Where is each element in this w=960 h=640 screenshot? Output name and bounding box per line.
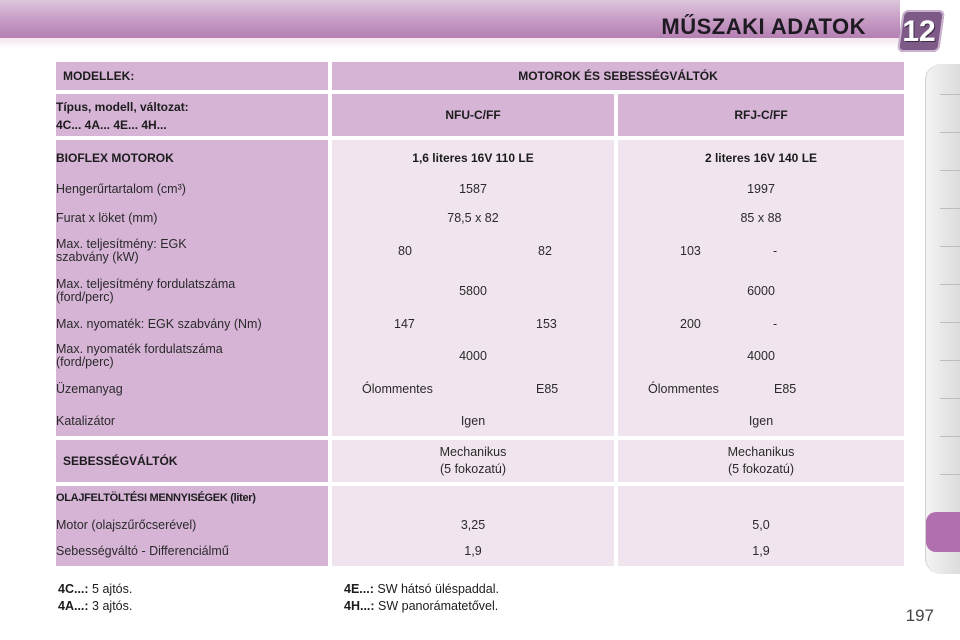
row-label: Motor (olajszűrőcserével) xyxy=(56,518,197,532)
oil-col2 xyxy=(618,486,904,566)
bioflex-block xyxy=(56,140,904,436)
col2-values xyxy=(618,140,904,436)
table-header-row xyxy=(56,62,904,90)
active-chapter-tab[interactable] xyxy=(926,512,960,552)
table-cell: 4000 xyxy=(459,349,487,363)
page-header xyxy=(0,0,960,56)
gearbox-label: SEBESSÉGVÁLTÓK xyxy=(56,440,328,482)
table-cell: - xyxy=(773,244,778,258)
tab-divider xyxy=(940,170,960,171)
table-cell: 153 xyxy=(536,317,557,331)
footnote-code: 4C...: xyxy=(58,582,89,596)
table-cell: E85 xyxy=(536,382,559,396)
row-label: (ford/perc) xyxy=(56,290,114,304)
table-cell: 1,9 xyxy=(752,544,770,558)
row-label: Max. nyomaték: EGK szabvány (Nm) xyxy=(56,317,262,331)
type-label-line2: 4C... 4A... 4E... 4H... xyxy=(56,118,167,132)
table-cell: Mechanikus xyxy=(439,445,507,459)
table-cell: 103 xyxy=(680,244,701,258)
row-label: Max. nyomaték fordulatszáma xyxy=(56,342,223,356)
footnote-text: SW hátsó üléspaddal. xyxy=(377,582,499,596)
table-cell: (5 fokozatú) xyxy=(727,462,794,476)
footnote-code: 4H...: xyxy=(344,599,375,613)
tab-divider xyxy=(940,132,960,133)
tab-divider xyxy=(940,474,960,475)
tab-divider xyxy=(940,398,960,399)
oil-block xyxy=(56,486,904,566)
bioflex-label: BIOFLEX MOTOROK xyxy=(56,151,174,165)
table-cell: 1,9 xyxy=(464,544,482,558)
page-title: MŰSZAKI ADATOK xyxy=(661,14,866,39)
tab-divider xyxy=(940,436,960,437)
col1-engine: 1,6 literes 16V 110 LE xyxy=(412,151,534,165)
row-label: Max. teljesítmény fordulatszáma xyxy=(56,277,236,291)
chapter-tab-strip xyxy=(925,64,960,574)
footnote-code: 4A...: xyxy=(58,599,89,613)
type-row xyxy=(56,94,904,136)
tab-divider xyxy=(940,94,960,95)
table-cell: Ólommentes xyxy=(362,382,433,396)
footnote xyxy=(58,582,132,596)
col1-values xyxy=(332,140,614,436)
table-cell: 5800 xyxy=(459,284,487,298)
table-cell: Igen xyxy=(460,414,486,428)
table-cell: 5,0 xyxy=(752,518,770,532)
oil-col1 xyxy=(332,486,614,566)
row-label: Üzemanyag xyxy=(56,382,123,396)
models-label: MODELLEK: xyxy=(56,62,328,90)
oil-labels xyxy=(56,486,328,566)
table-cell: E85 xyxy=(774,382,797,396)
table-cell: 4000 xyxy=(747,349,775,363)
footnote-text: 3 ajtós. xyxy=(92,599,133,613)
tab-divider xyxy=(940,360,960,361)
row-label: Furat x löket (mm) xyxy=(56,211,158,225)
oil-label: OLAJFELTÖLTÉSI MENNYISÉGEK (liter) xyxy=(56,492,256,504)
bioflex-labels xyxy=(56,140,328,436)
type-label-line1: Típus, modell, változat: xyxy=(56,100,189,114)
chapter-number: 12 xyxy=(902,15,936,48)
col2-code: RFJ-C/FF xyxy=(618,94,904,136)
table-cell: 82 xyxy=(538,244,552,258)
gearbox-col1 xyxy=(332,440,614,482)
gearbox-row xyxy=(56,440,904,482)
tab-divider xyxy=(940,208,960,209)
footnote-text: SW panorámatetővel. xyxy=(378,599,499,613)
row-label: szabvány (kW) xyxy=(56,250,139,264)
table-cell: 3,25 xyxy=(460,518,486,532)
table-cell: 1997 xyxy=(747,182,775,196)
table-cell: Ólommentes xyxy=(648,382,719,396)
row-label: Hengerűrtartalom (cm³) xyxy=(56,182,186,196)
tab-divider xyxy=(940,284,960,285)
footnote xyxy=(344,599,498,613)
tab-divider xyxy=(940,246,960,247)
table-cell: 80 xyxy=(398,244,412,258)
page-number: 197 xyxy=(905,606,934,625)
row-label: Katalizátor xyxy=(56,414,116,428)
table-cell: Igen xyxy=(748,414,774,428)
footnote-code: 4E...: xyxy=(344,582,374,596)
table-cell: Mechanikus xyxy=(727,445,795,459)
table-cell: 200 xyxy=(680,317,701,331)
engines-header: MOTOROK ÉS SEBESSÉGVÁLTÓK xyxy=(332,62,904,90)
row-label: Sebességváltó - Differenciálmű xyxy=(56,544,229,558)
tab-divider xyxy=(940,322,960,323)
table-cell: - xyxy=(773,317,778,331)
table-cell: 6000 xyxy=(747,284,775,298)
footnote xyxy=(58,599,132,613)
footnote xyxy=(344,582,499,596)
table-cell: (5 fokozatú) xyxy=(439,462,506,476)
table-cell: 85 x 88 xyxy=(740,211,782,225)
gearbox-col2 xyxy=(618,440,904,482)
table-cell: 147 xyxy=(394,317,415,331)
type-label xyxy=(56,94,328,136)
row-label: Max. teljesítmény: EGK xyxy=(56,237,187,251)
footnote-text: 5 ajtós. xyxy=(92,582,133,596)
row-label: (ford/perc) xyxy=(56,355,114,369)
table-cell: 78,5 x 82 xyxy=(447,211,499,225)
table-cell: 1587 xyxy=(459,182,487,196)
col2-engine: 2 literes 16V 140 LE xyxy=(704,151,818,165)
col1-code: NFU-C/FF xyxy=(332,94,614,136)
